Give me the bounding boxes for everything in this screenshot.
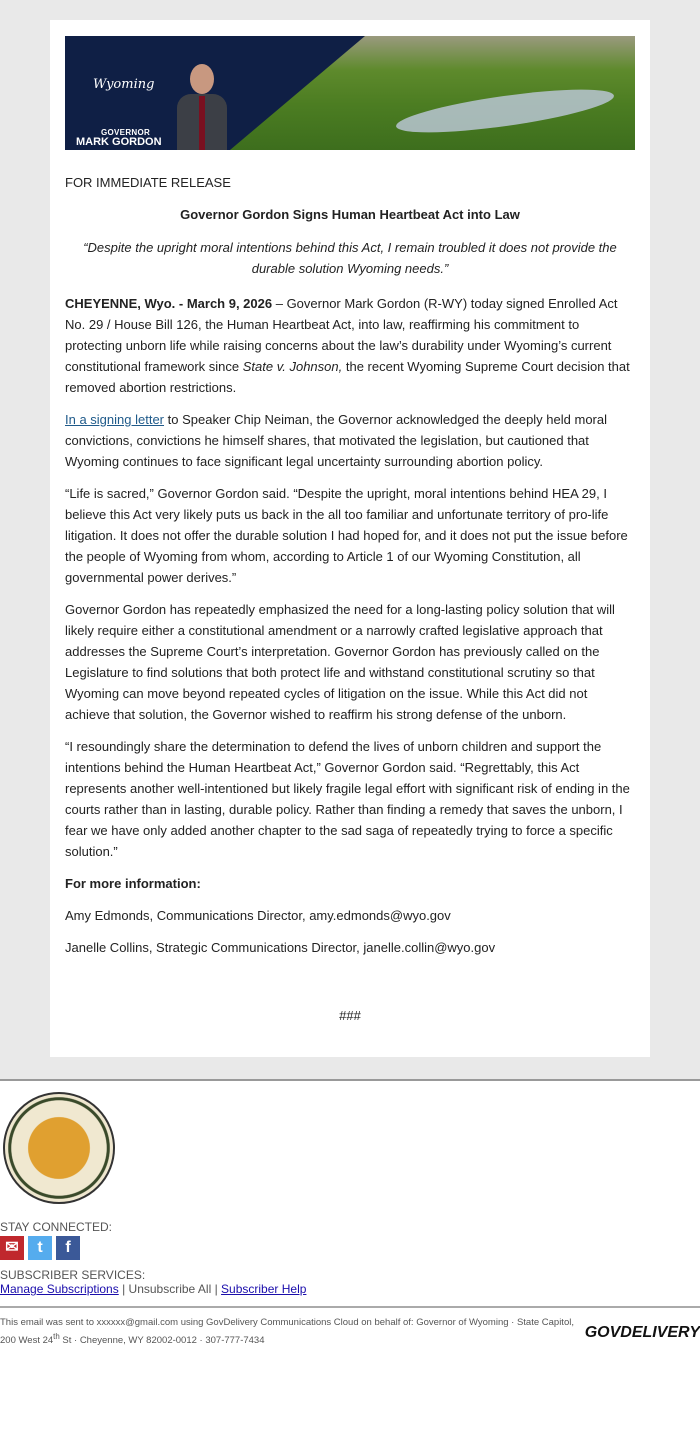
govdelivery-logo[interactable]: GOVDELIVERY [584, 1324, 700, 1341]
unsubscribe-all[interactable]: Unsubscribe All [128, 1282, 212, 1296]
paragraph-1 [65, 293, 635, 398]
legal-notice [0, 1306, 700, 1348]
paragraph-4: Governor Gordon has repeatedly emphasized the need for a long-lasting policy solution that will likely require either a constitutional amendment or a narrowly crafted legislative approach that addresses the Supreme Court’s interpretation. Governor Gordon has previously called on the Legislature to find solutions that both protect life and withstand constitutional scrutiny so that Wyoming can move beyond repeated cycles of litigation on the issue. While this Act did not achieve that solution, the Governor wished to reaffirm his strong defense of the unborn. [65, 602, 615, 722]
separator: | [118, 1282, 129, 1296]
banner-name: MARK GORDON [76, 136, 162, 148]
more-info-text: For more information: [65, 876, 201, 891]
email-icon[interactable]: ✉ [0, 1236, 24, 1260]
legal-part: This email was sent to xxxxxx@gmail.com using GovDelivery Communications Cloud on behalf of: Governor of Wyoming · State Capitol, 200 West 24 [0, 1317, 574, 1347]
legal-part: St · Cheyenne, WY 82002-0012 · 307-777-7434 [59, 1335, 265, 1347]
contact-1: Amy Edmonds, Communications Director, amy.edmonds@wyo.gov [65, 908, 451, 923]
governor-photo [177, 64, 227, 150]
state-seal-image [3, 1092, 115, 1204]
legal-sup: th [53, 1332, 60, 1341]
signing-letter-link[interactable]: In a signing letter [65, 412, 165, 427]
separator: | [211, 1282, 222, 1296]
case-name: State v. Johnson, [242, 359, 343, 374]
twitter-icon[interactable]: t [28, 1236, 52, 1260]
footer [0, 1079, 700, 1348]
paragraph-5: “I resoundingly share the determination to defend the lives of unborn children and support the intentions behind the Human Heartbeat Act,” Governor Gordon said. “Regrettably, this Act represents another well-intentioned but likely fragile legal effort with significant risk of ending in the courts rather than in lasting, durable policy. Rather than finding a remedy that saves the unborn, I fear we have only added another chapter to the sad saga of repeatedly trying to force a specific solution.” [65, 739, 630, 859]
paragraph-3: “Life is sacred,” Governor Gordon said. “Despite the upright, moral intentions behind HEA 29, I believe this Act very likely puts us back in the all too familiar and unfortunate territory of pro-life litigation. It does not offer the durable solution I had hoped for, and it does not put the issue before the people of Wyoming from whom, according to Article 1 of our Wyoming Constitution, all governmental power derives.” [65, 486, 628, 585]
paragraph-2 [65, 409, 635, 472]
facebook-icon[interactable]: f [56, 1236, 80, 1260]
wyoming-logo: Wyoming [93, 77, 155, 92]
stay-connected-label: STAY CONNECTED: [0, 1220, 113, 1234]
banner-label: GOVERNOR [101, 128, 151, 137]
subscriber-services-label: SUBSCRIBER SERVICES: [0, 1268, 146, 1282]
end-marker: ### [339, 1008, 361, 1023]
header-banner [65, 36, 635, 150]
legal-text [0, 1316, 580, 1348]
p1-text: – Governor Mark Gordon (R-WY) today signed Enrolled Act No. 29 / House Bill 126, the Human Heartbeat Act, into law, reaffirming his commitment to protecting unborn life while raising concerns about the law’s durability under Wyoming’s current constitutional framework since [65, 296, 618, 374]
dateline: CHEYENNE, Wyo. - March 9, 2026 [65, 296, 273, 311]
subscriber-links [0, 1282, 700, 1296]
email-card [50, 20, 650, 1057]
pull-quote: “Despite the upright moral intentions behind this Act, I remain troubled it does not provide the durable solution Wyoming needs.” [83, 240, 617, 276]
p1-text-end: the recent Wyoming Supreme Court decision that removed abortion restrictions. [65, 359, 630, 395]
release-label: FOR IMMEDIATE RELEASE [65, 175, 231, 190]
headline: Governor Gordon Signs Human Heartbeat Act into Law [180, 207, 520, 222]
manage-subscriptions-link[interactable]: Manage Subscriptions [0, 1282, 119, 1296]
subscriber-help-link[interactable]: Subscriber Help [221, 1282, 307, 1296]
more-info-heading [65, 873, 635, 894]
p2-text: to Speaker Chip Neiman, the Governor acknowledged the deeply held moral convictions, convictions he himself shares, that motivated the legislation, but cautioned that Wyoming continues to face significant legal uncertainty surrounding abortion policy. [65, 412, 607, 469]
river-image [394, 81, 616, 141]
contact-2: Janelle Collins, Strategic Communications Director, janelle.collin@wyo.gov [65, 940, 496, 955]
